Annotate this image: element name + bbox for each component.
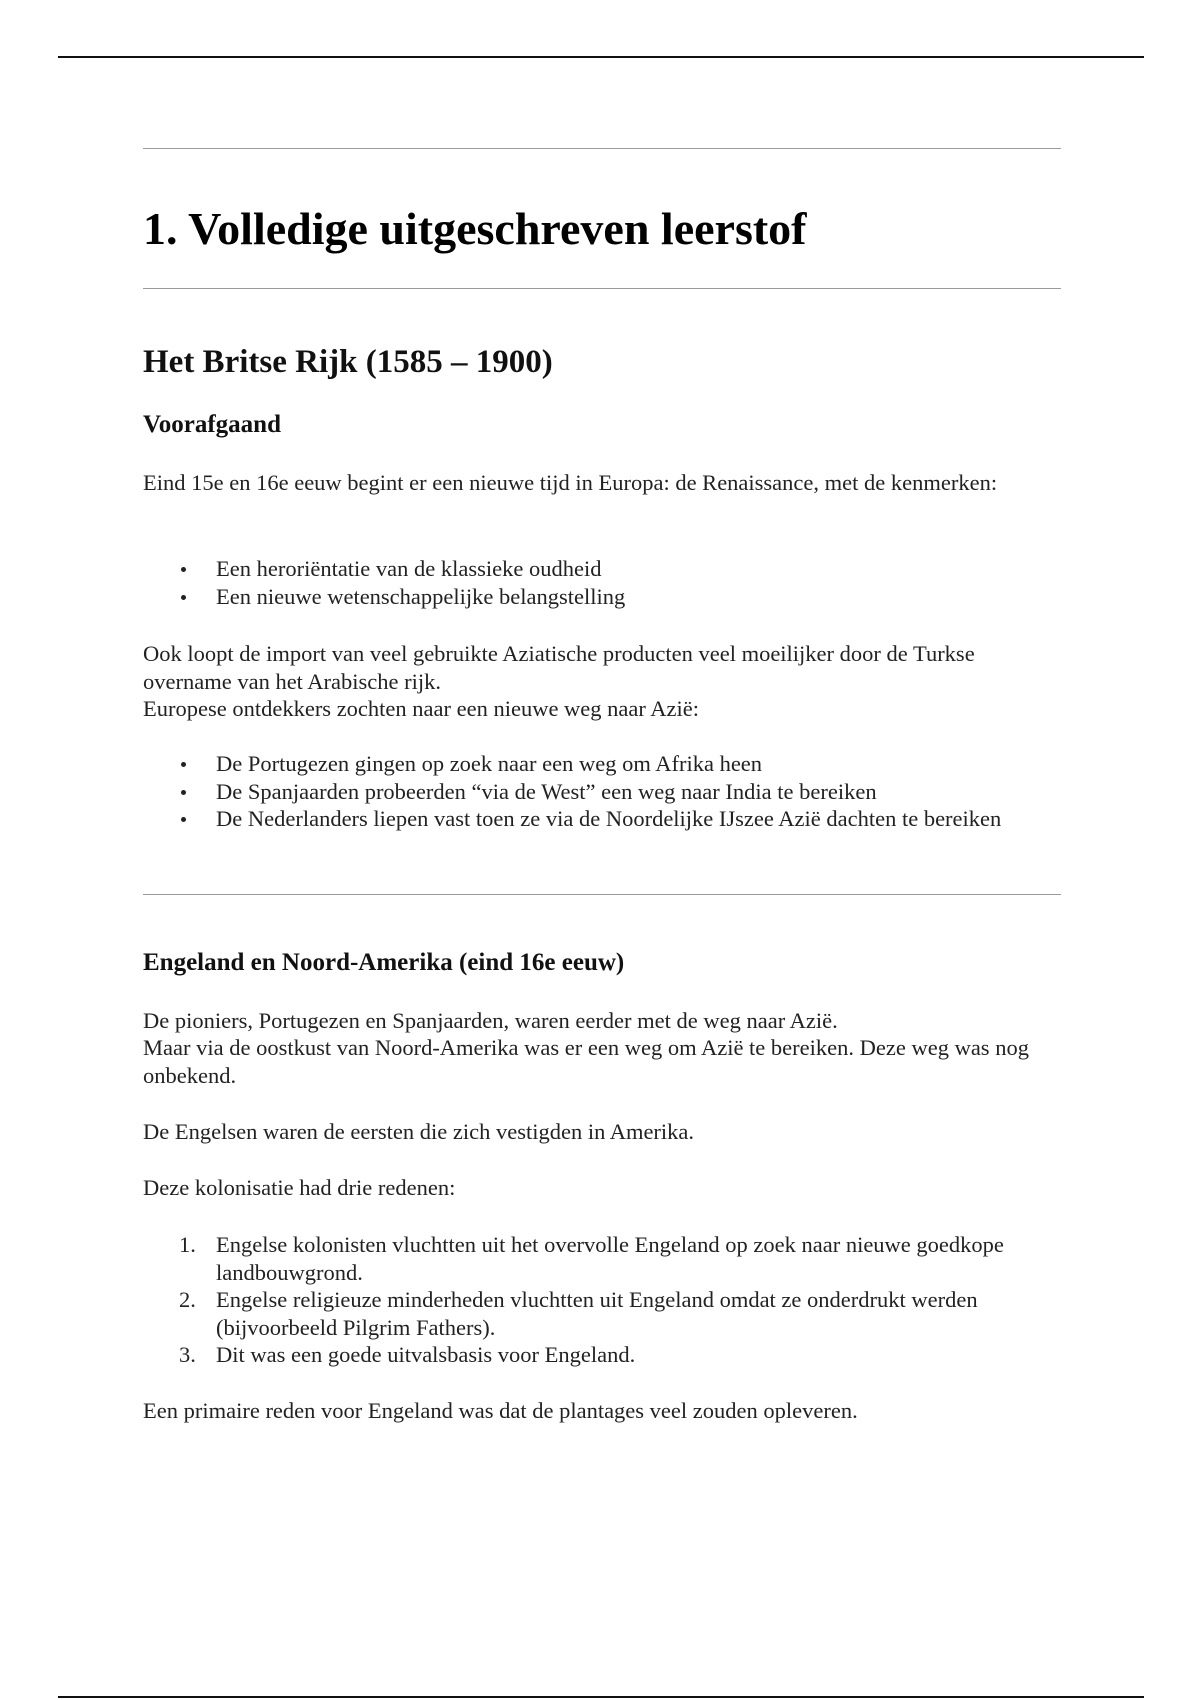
list-item: Een heroriëntatie van de klassieke oudheid: [143, 555, 1061, 583]
list-item: [143, 1341, 1061, 1369]
paragraph-plantages: Een primaire reden voor Engeland was dat de plantages veel zouden opleveren.: [143, 1398, 858, 1423]
section-heading: Het Britse Rijk (1585 – 1900): [143, 344, 553, 380]
list-item-text: Engelse religieuze minderheden vluchtten uit Engeland omdat ze onderdrukt werden (bijvoorbeeld Pilgrim Fathers).: [216, 1287, 978, 1340]
paragraph-import: Ook loopt de import van veel gebruikte Aziatische producten veel moeilijker door de Turkse overname van het Arabische rijk.: [143, 641, 975, 694]
list-number: 2.: [179, 1287, 196, 1312]
paragraph-engelsen: De Engelsen waren de eersten die zich vestigden in Amerika.: [143, 1119, 695, 1144]
paragraph-oostkust: Maar via de oostkust van Noord-Amerika was er een weg om Azië te bereiken. Deze weg was nog onbekend.: [143, 1035, 1029, 1088]
list-number: 1.: [179, 1232, 196, 1257]
page-bottom-rule: [58, 1696, 1144, 1698]
bullet-list-renaissance: [143, 555, 1061, 610]
list-item: [143, 1231, 1061, 1286]
page-top-rule: [58, 56, 1144, 58]
list-item: De Nederlanders liepen vast toen ze via de Noordelijke IJszee Azië dachten te bereiken: [143, 805, 1061, 833]
paragraph-renaissance: Eind 15e en 16e eeuw begint er een nieuwe tijd in Europa: de Renaissance, met de kenmerken:: [143, 470, 998, 495]
list-item: [143, 1286, 1061, 1341]
horizontal-rule: [143, 148, 1061, 149]
numbered-list-redenen: [143, 1231, 1061, 1369]
list-number: 3.: [179, 1342, 196, 1367]
list-item: Een nieuwe wetenschappelijke belangstelling: [143, 583, 1061, 611]
paragraph-ontdekkers: Europese ontdekkers zochten naar een nieuwe weg naar Azië:: [143, 696, 699, 721]
list-item-text: Dit was een goede uitvalsbasis voor Engeland.: [216, 1342, 636, 1367]
horizontal-rule: [143, 894, 1061, 895]
list-item: De Spanjaarden probeerden “via de West” een weg naar India te bereiken: [143, 778, 1061, 806]
subsection-heading-engeland: Engeland en Noord-Amerika (eind 16e eeuw): [143, 949, 625, 976]
subsection-heading-voorafgaand: Voorafgaand: [143, 411, 281, 438]
paragraph-redenen: Deze kolonisatie had drie redenen:: [143, 1175, 456, 1200]
horizontal-rule: [143, 288, 1061, 289]
paragraph-pioniers: De pioniers, Portugezen en Spanjaarden, waren eerder met de weg naar Azië.: [143, 1008, 838, 1033]
list-item: De Portugezen gingen op zoek naar een weg om Afrika heen: [143, 750, 1061, 778]
document-title: 1. Volledige uitgeschreven leerstof: [143, 203, 807, 254]
list-item-text: Engelse kolonisten vluchtten uit het overvolle Engeland op zoek naar nieuwe goedkope landbouwgrond.: [216, 1232, 1004, 1285]
bullet-list-ontdekkers: [143, 750, 1061, 833]
